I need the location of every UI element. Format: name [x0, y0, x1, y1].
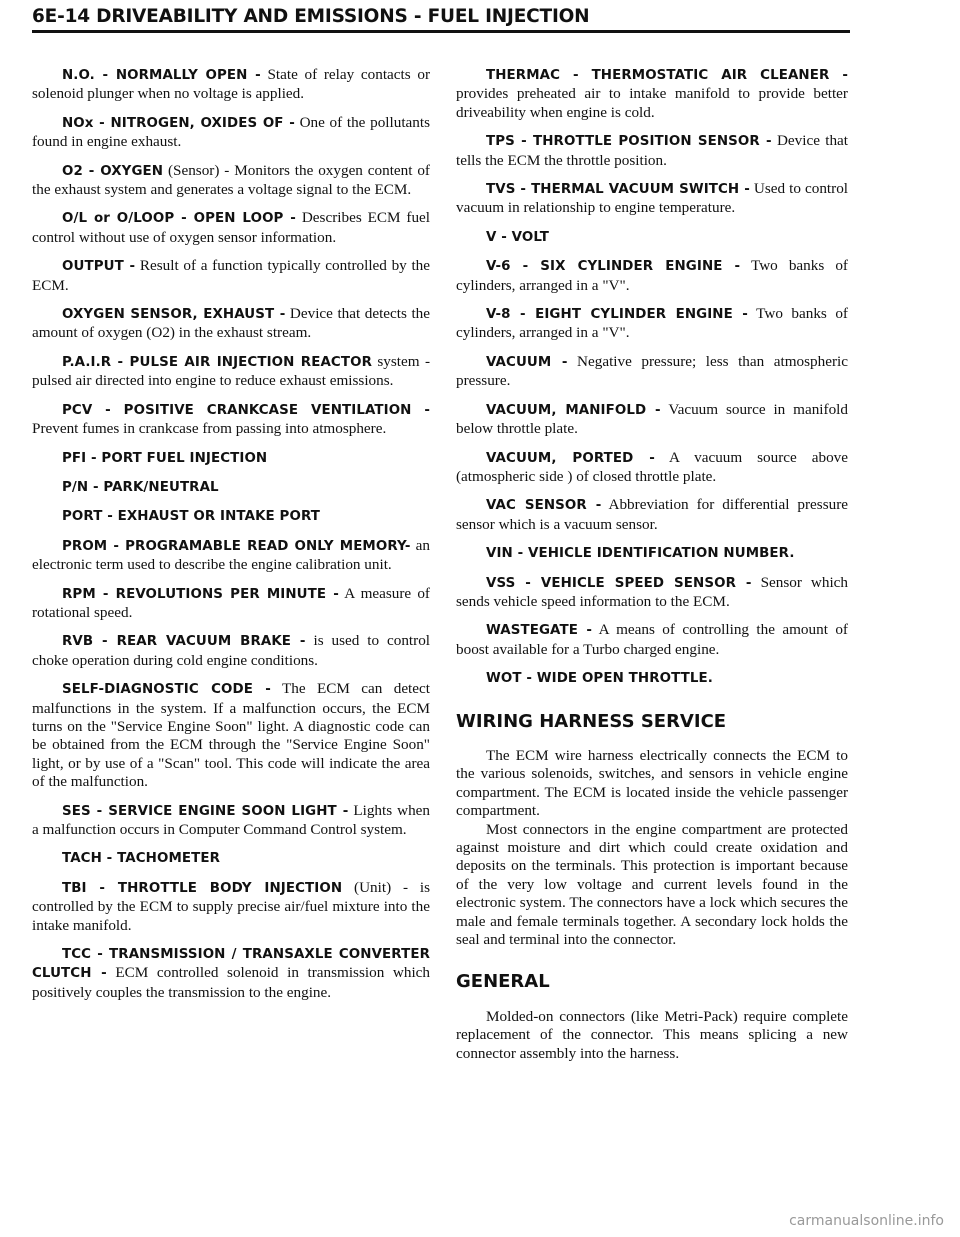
- entry-term: P.A.I.R - PULSE AIR INJECTION REACTOR: [62, 354, 372, 370]
- glossary-entry: [32, 507, 430, 526]
- entry-definition: Device that tells the ECM the throttle position.: [456, 132, 849, 169]
- entry-term: NOx - NITROGEN, OXIDES OF -: [62, 115, 295, 131]
- glossary-entry: [32, 114, 430, 152]
- glossary-entry: [32, 537, 430, 575]
- entry-definition: Negative pressure; less than atmospheric pressure.: [456, 352, 848, 390]
- entry-term: V-8 - EIGHT CYLINDER ENGINE -: [486, 307, 748, 323]
- glossary-entry: [456, 66, 848, 122]
- entry-term: SELF-DIAGNOSTIC CODE -: [62, 682, 271, 698]
- glossary-entry: [32, 449, 430, 468]
- entry-term: SES - SERVICE ENGINE SOON LIGHT -: [62, 803, 349, 819]
- entry-term: N.O. - NORMALLY OPEN -: [62, 68, 261, 83]
- entry-definition: Abbreviation for differential pressure sensor which is a vacuum sensor.: [456, 496, 848, 533]
- glossary-entry: [456, 257, 848, 295]
- entry-definition: is used to control choke operation during cold engine conditions.: [32, 632, 431, 669]
- entry-definition: Lights when a malfunction occurs in Computer Command Control system.: [32, 801, 431, 838]
- glossary-entry: [456, 544, 848, 563]
- entry-definition: provides preheated air to intake manifold to provide better driveability when engine is cold.: [456, 85, 848, 121]
- glossary-entry: [32, 66, 430, 104]
- entry-term: VSS - VEHICLE SPEED SENSOR -: [486, 575, 752, 591]
- entry-term: O/L or O/LOOP - OPEN LOOP -: [62, 211, 296, 227]
- glossary-entry: [456, 132, 848, 170]
- entry-definition: ECM controlled solenoid in transmission which positively couples the transmission to the engine.: [32, 964, 431, 1001]
- entry-term: RPM - REVOLUTIONS PER MINUTE -: [62, 586, 339, 602]
- entry-term: VAC SENSOR -: [486, 498, 602, 514]
- entry-term: PORT - EXHAUST OR INTAKE PORT: [62, 509, 320, 525]
- glossary-entry: [456, 401, 848, 439]
- glossary-entry: [456, 228, 848, 247]
- entry-term: RVB - REAR VACUUM BRAKE -: [62, 634, 306, 650]
- entry-term: TCC - TRANSMISSION / TRANSAXLE CONVERTER CLUTCH -: [32, 947, 430, 982]
- glossary-entry: [32, 209, 430, 247]
- entry-term: TPS - THROTTLE POSITION SENSOR -: [486, 134, 772, 150]
- entry-term: TACH - TACHOMETER: [62, 851, 221, 867]
- entry-term: VACUUM -: [486, 354, 568, 370]
- entry-term: O2 - OXYGEN: [62, 163, 164, 179]
- entry-definition: Prevent fumes in crankcase from passing into atmosphere.: [32, 420, 387, 438]
- wiring-paragraph: The ECM wire harness electrically connects the ECM to the various solenoids, switches, and sensors in vehicle engine compartment. The ECM is located inside the vehicle passenger compartment.: [456, 746, 848, 820]
- entry-term: VACUUM, PORTED -: [486, 450, 655, 466]
- entry-term: PCV - POSITIVE CRANKCASE VENTILATION -: [62, 402, 430, 418]
- glossary-entry: [456, 574, 848, 612]
- entry-term: VIN - VEHICLE IDENTIFICATION NUMBER.: [486, 546, 795, 562]
- entry-term: WASTEGATE -: [486, 623, 592, 639]
- entry-term: VACUUM, MANIFOLD -: [486, 402, 661, 418]
- entry-definition: One of the pollutants found in engine exhaust.: [32, 113, 431, 151]
- glossary-entry: [456, 669, 848, 688]
- entry-definition: Used to control vacuum in relationship to engine temperature.: [456, 180, 849, 217]
- entry-term: WOT - WIDE OPEN THROTTLE.: [486, 671, 713, 687]
- glossary-entry: [32, 802, 430, 840]
- entry-term: TVS - THERMAL VACUUM SWITCH -: [486, 182, 750, 198]
- watermark-text: carmanualsonline.info: [789, 1213, 944, 1229]
- glossary-entry: [32, 585, 430, 623]
- entry-term: OXYGEN SENSOR, EXHAUST -: [62, 307, 286, 323]
- general-paragraph: Molded-on connectors (like Metri-Pack) require complete replacement of the connector. This means splicing a new connector assembly into the harness.: [456, 1007, 848, 1062]
- entry-term: V-6 - SIX CYLINDER ENGINE -: [486, 259, 741, 275]
- entry-definition: Device that detects the amount of oxygen (O2) in the exhaust stream.: [32, 305, 430, 342]
- entry-definition: A measure of rotational speed.: [32, 584, 430, 621]
- entry-term: P/N - PARK/NEUTRAL: [62, 479, 219, 495]
- entry-term: PROM - PROGRAMABLE READ ONLY MEMORY-: [62, 538, 411, 554]
- glossary-entry: [456, 621, 848, 659]
- glossary-entry: [456, 353, 848, 391]
- entry-definition: The ECM can detect malfunctions in the system. If a malfunction occurs, the ECM turns on the "Service Engine Soon" light. A diagnostic code can be obtained from the ECM through the "Service Engine Soon" light, or by use of a "Scan" tool. This code will indicate the area of the malfunction.: [32, 680, 430, 791]
- glossary-entry: [32, 632, 430, 670]
- glossary-entry: [32, 257, 430, 295]
- glossary-entry: [456, 180, 848, 218]
- entry-definition: Two banks of cylinders, arranged in a "V".: [456, 257, 848, 294]
- entry-term: THERMAC - THERMOSTATIC AIR CLEANER -: [486, 68, 848, 83]
- glossary-entry: [32, 879, 430, 935]
- entry-definition: an electronic term used to describe the engine calibration unit.: [32, 536, 431, 574]
- entry-term: TBI - THROTTLE BODY INJECTION: [62, 880, 343, 896]
- glossary-entry: [32, 945, 430, 1002]
- entry-definition: (Sensor) - Monitors the oxygen content of the exhaust system and generates a voltage signal to the ECM.: [32, 161, 430, 199]
- entry-definition: Vacuum source in manifold below throttle plate.: [456, 400, 848, 438]
- glossary-entry: [456, 496, 848, 534]
- general-heading: GENERAL: [456, 971, 550, 993]
- entry-definition: State of relay contacts or solenoid plunger when no voltage is applied.: [32, 66, 430, 103]
- left-column: [32, 66, 430, 1012]
- glossary-entry: [32, 849, 430, 868]
- entry-definition: A vacuum source above (atmospheric side ) of closed throttle plate.: [456, 448, 848, 485]
- wiring-paragraph: Most connectors in the engine compartment are protected against moisture and dirt which could create oxidation and deposits on the terminals. This protection is important because of the very low voltage and current levels found in the electronic system. The connectors have a lock which secures the male and female terminals together. A secondary lock holds the seal and terminal into the connector.: [456, 820, 848, 949]
- glossary-entry: [32, 305, 430, 343]
- glossary-entry: [456, 305, 848, 343]
- glossary-entry: [32, 478, 430, 497]
- glossary-entry: [32, 353, 430, 391]
- entry-definition: Two banks of cylinders, arranged in a "V".: [456, 305, 848, 342]
- entry-definition: Result of a function typically controlled by the ECM.: [32, 257, 431, 294]
- entry-definition: Describes ECM fuel control without use of oxygen sensor information.: [32, 209, 430, 246]
- entry-term: V - VOLT: [486, 229, 550, 245]
- entry-definition: A means of controlling the amount of boost available for a Turbo charged engine.: [456, 621, 848, 658]
- entry-definition: Sensor which sends vehicle speed information to the ECM.: [456, 573, 849, 610]
- entry-term: OUTPUT -: [62, 259, 136, 275]
- glossary-entry: [32, 162, 430, 200]
- page-header-title: 6E-14 DRIVEABILITY AND EMISSIONS - FUEL INJECTION: [32, 6, 850, 33]
- glossary-entry: [32, 401, 430, 439]
- right-column: [456, 66, 848, 1063]
- entry-definition: (Unit) - is controlled by the ECM to supply precise air/fuel mixture into the intake manifold.: [32, 878, 430, 934]
- glossary-entry: [456, 449, 848, 487]
- glossary-entry: [32, 680, 430, 791]
- entry-term: PFI - PORT FUEL INJECTION: [62, 450, 268, 466]
- wiring-harness-heading: WIRING HARNESS SERVICE: [456, 710, 727, 732]
- entry-definition: system - pulsed air directed into engine to reduce exhaust emissions.: [32, 352, 431, 390]
